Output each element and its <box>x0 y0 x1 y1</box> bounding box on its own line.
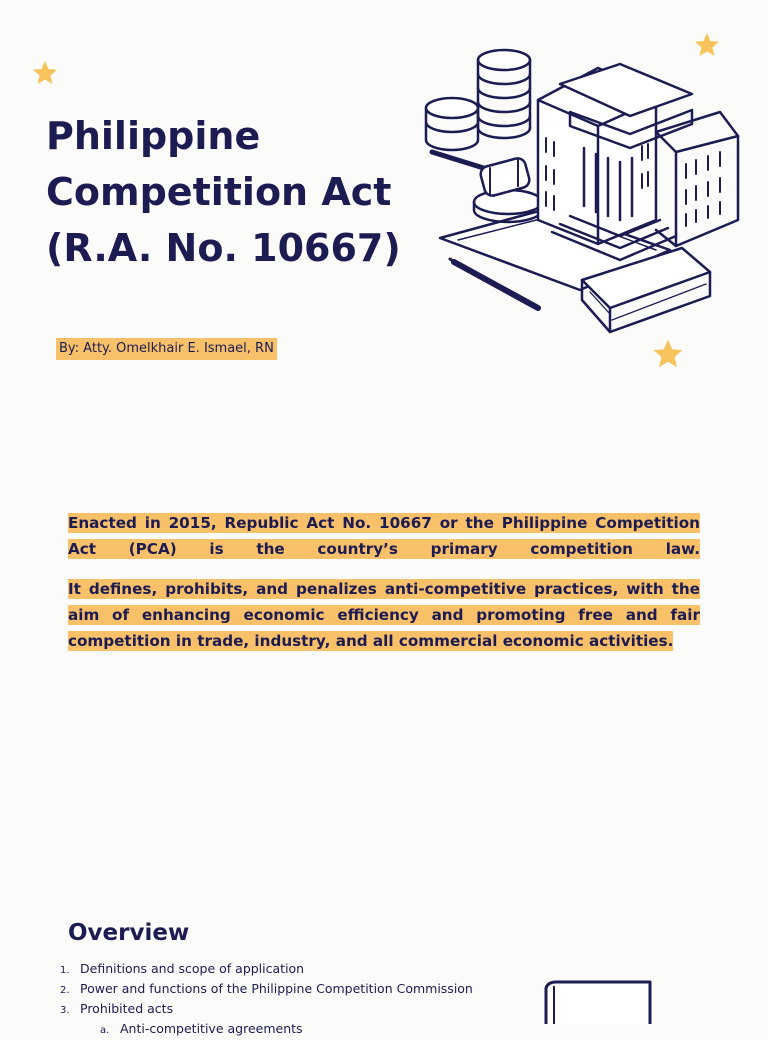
list-number: 1. <box>60 965 70 976</box>
overview-list <box>60 960 473 1040</box>
list-text: Definitions and scope of application <box>80 961 305 976</box>
courthouse-illustration <box>420 40 750 340</box>
overview-heading: Overview <box>68 920 190 946</box>
list-number: 3. <box>60 1005 70 1016</box>
list-text: Anti-competitive agreements <box>120 1021 303 1036</box>
summary-block <box>68 510 700 668</box>
star-icon <box>650 336 686 372</box>
list-text: Prohibited acts <box>80 1001 174 1016</box>
author-byline: By: Atty. Omelkhair E. Ismael, RN <box>56 338 277 360</box>
building-icon <box>538 64 738 260</box>
coin-stack-icon <box>426 50 530 150</box>
list-item <box>60 980 473 1000</box>
star-icon <box>30 58 60 88</box>
summary-paragraph <box>68 510 700 562</box>
summary-paragraph <box>68 576 700 654</box>
list-number: 2. <box>60 985 70 996</box>
list-subitem <box>60 1020 473 1040</box>
title-line: Competition Act <box>46 170 392 214</box>
list-text: Power and functions of the Philippine Competition Commission <box>80 981 473 996</box>
list-number: a. <box>100 1025 110 1036</box>
page-title <box>46 108 401 276</box>
list-item <box>60 960 473 980</box>
summary-text: Enacted in 2015, Republic Act No. 10667 or the Philippine Competition Act (PCA) is the country’s primary competition law. <box>68 514 700 558</box>
title-line: (R.A. No. 10667) <box>46 226 401 270</box>
gavel-icon <box>432 152 542 222</box>
title-line: Philippine <box>46 114 261 158</box>
book-icon <box>540 976 660 1024</box>
summary-text: It defines, prohibits, and penalizes anti-competitive practices, with the aim of enhancing economic efficiency and promoting free and fair competition in trade, industry, and all commercial economic activities. <box>68 580 700 650</box>
list-item <box>60 1000 473 1020</box>
